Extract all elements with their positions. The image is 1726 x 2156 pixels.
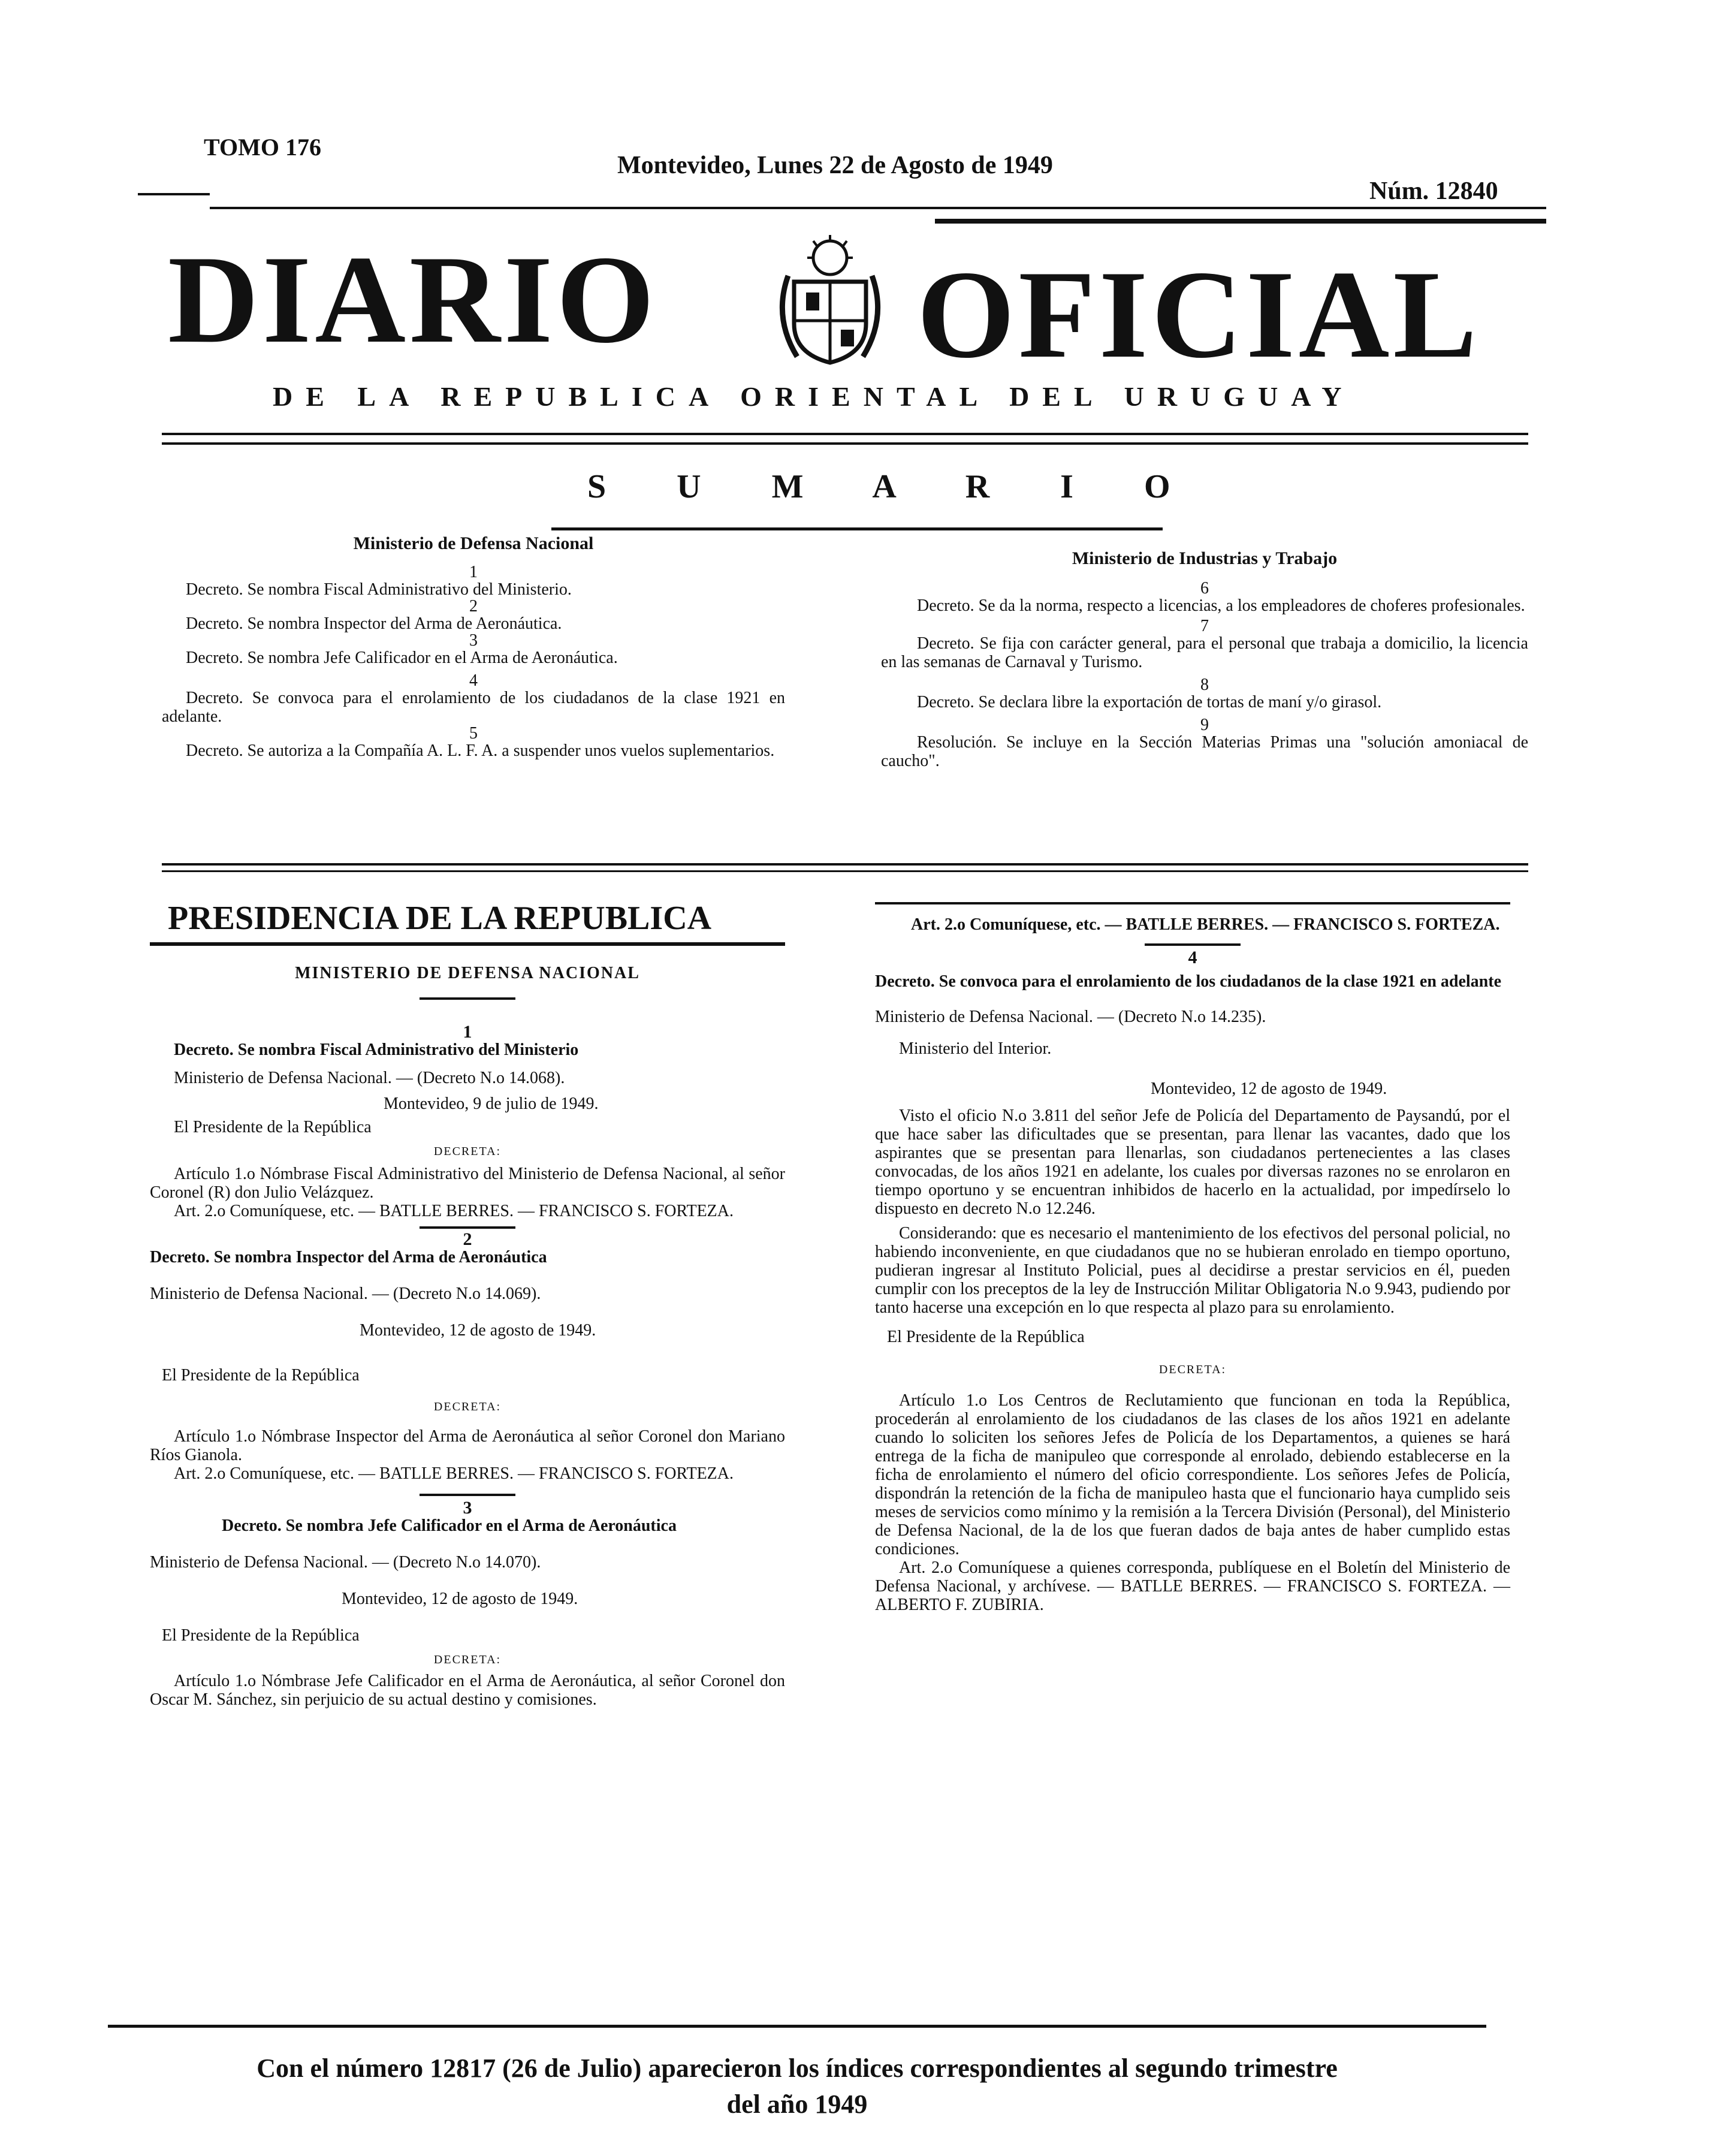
decree-presidente: El Presidente de la República [887, 1328, 1085, 1346]
sumario-item-number: 3 [469, 631, 478, 650]
masthead-diario: DIARIO [168, 230, 658, 369]
decree-article: Artículo 1.o Nómbrase Jefe Calificador en el Arma de Aeronáutica, al señor Coronel don Oscar M. Sánchez, sin perjuicio de su actual destino y comisiones. [150, 1672, 785, 1709]
sumario-bottom-rule-1 [162, 863, 1528, 866]
issue-date: Montevideo, Lunes 22 de Agosto de 1949 [617, 152, 1053, 179]
sumario-bottom-rule-2 [162, 870, 1528, 872]
header-rule-left [138, 193, 210, 195]
sumario-item-number: 4 [469, 671, 478, 690]
decree-divider [420, 1494, 515, 1496]
header-rule-top [210, 207, 1546, 209]
decree-number: 2 [463, 1229, 472, 1249]
sumario-item-text: Decreto. Se da la norma, respecto a licencias, a los empleadores de choferes profesionales. [917, 596, 1525, 615]
sumario-item-text: Decreto. Se declara libre la exportación de tortas de maní y/o girasol. [917, 693, 1382, 711]
footer-notice-line1: Con el número 12817 (26 de Julio) aparecieron los índices correspondientes al segundo trimestre [257, 2054, 1338, 2083]
sumario-item-number: 5 [469, 724, 478, 743]
left-column [150, 899, 785, 1709]
coat-of-arms-emblem [770, 234, 890, 372]
sumario-item-text: Decreto. Se fija con carácter general, para el personal que trabaja a domicilio, la licencia en las semanas de Carnaval y Turismo. [881, 634, 1528, 671]
column-top-rule [875, 902, 1510, 904]
issue-number: Núm. 12840 [1369, 177, 1498, 205]
decree-decreta: DECRETA: [433, 1400, 502, 1413]
sumario-right [881, 548, 1528, 770]
decree-date: Montevideo, 9 de julio de 1949. [384, 1094, 599, 1113]
decree-date: Montevideo, 12 de agosto de 1949. [1151, 1079, 1387, 1098]
sumario-item-text: Decreto. Se nombra Inspector del Arma de Aeronáutica. [186, 614, 562, 633]
sumario-item-number: 9 [1200, 716, 1209, 734]
sumario-item-number: 8 [1200, 676, 1209, 694]
sumario-item-text: Decreto. Se convoca para el enrolamiento de los ciudadanos de la clase 1921 en adelante. [162, 689, 785, 726]
decree-reference: Ministerio de Defensa Nacional. — (Decreto N.o 14.070). [150, 1553, 541, 1572]
decree-divider [1145, 943, 1241, 946]
decree-title: Decreto. Se nombra Fiscal Administrativo del Ministerio [174, 1041, 579, 1059]
header-rule-top-2 [935, 219, 1546, 224]
decree-article: Art. 2.o Comuníquese, etc. — BATLLE BERRES. — FRANCISCO S. FORTEZA. [174, 1464, 734, 1483]
sumario-item-text: Decreto. Se autoriza a la Compañía A. L. F. A. a suspender unos vuelos suplementarios. [186, 741, 775, 760]
section-heading: PRESIDENCIA DE LA REPUBLICA [150, 899, 785, 946]
masthead-subtitle: DE LA REPUBLICA ORIENTAL DEL URUGUAY [273, 381, 1355, 412]
decree-article: Artículo 1.o Nómbrase Fiscal Administrativo del Ministerio de Defensa Nacional, al señor Coronel (R) don Julio Velázquez. [150, 1165, 785, 1202]
decree-title: Decreto. Se nombra Inspector del Arma de Aeronáutica [150, 1248, 547, 1267]
decree-article: Art. 2.o Comuníquese a quienes corresponda, publíquese en el Boletín del Ministerio de Defensa Nacional, y archívese. — BATLLE BERRES. — FRANCISCO S. FORTEZA. — ALBERTO F. ZUBIRIA. [875, 1558, 1510, 1614]
sumario-rule [551, 527, 1163, 530]
decree-reference: Ministerio de Defensa Nacional. — (Decreto N.o 14.068). [174, 1069, 565, 1087]
subtitle-rule-1 [162, 433, 1528, 435]
decree-date: Montevideo, 12 de agosto de 1949. [360, 1321, 596, 1340]
footer-notice-line2: del año 1949 [726, 2089, 868, 2119]
sumario-item-number: 7 [1200, 617, 1209, 635]
decree-title: Decreto. Se nombra Jefe Calificador en el Arma de Aeronáutica [222, 1516, 677, 1535]
decree-number: 3 [463, 1498, 472, 1518]
decree-decreta: DECRETA: [1158, 1363, 1227, 1376]
subtitle-rule-2 [162, 442, 1528, 445]
decree-presidente: El Presidente de la República [162, 1366, 360, 1385]
sumario-item-number: 2 [469, 597, 478, 616]
decree-decreta: DECRETA: [433, 1653, 502, 1666]
ministry-underline [420, 997, 515, 1000]
sumario-item-text: Resolución. Se incluye en la Sección Materias Primas una "solución amoniacal de caucho". [881, 733, 1528, 770]
sumario-item-text: Decreto. Se nombra Jefe Calificador en el Arma de Aeronáutica. [186, 649, 618, 667]
sumario-item-number: 1 [469, 563, 478, 581]
sumario-item-number: 6 [1200, 579, 1209, 598]
right-column [875, 902, 1510, 1614]
sumario-item-text: Decreto. Se nombra Fiscal Administrativo del Ministerio. [186, 580, 572, 599]
sumario-left [162, 533, 785, 760]
ministry-heading: MINISTERIO DE DEFENSA NACIONAL [295, 964, 640, 982]
decree-title: Decreto. Se convoca para el enrolamiento de los ciudadanos de la clase 1921 en adelante [875, 972, 1501, 991]
sumario-title: S U M A R I O [587, 468, 1202, 505]
decree-decreta: DECRETA: [433, 1145, 502, 1158]
decree-article: Art. 2.o Comuníquese, etc. — BATLLE BERRES. — FRANCISCO S. FORTEZA. [174, 1202, 734, 1220]
decree-reference: Ministerio de Defensa Nacional. — (Decreto N.o 14.069). [150, 1284, 541, 1303]
masthead-oficial: OFICIAL [917, 245, 1481, 384]
decree-number: 1 [463, 1022, 472, 1042]
decree-considerando: Considerando: que es necesario el mantenimiento de los efectivos del personal policial, no habiendo inconveniente, en que ciudadanos que no se hubieran enrolado en tiempo oportuno, pudieran ingresar al Instituto Policial, pues al decidirse a prestar servicios en él, pueden cumplir con los preceptos de la ley de Instrucción Militar Obligatoria N.o 9.943, pudiendo por tanto hacerse una excepción en lo que respecta al plazo para su enrolamiento. [875, 1224, 1510, 1317]
decree-date: Montevideo, 12 de agosto de 1949. [342, 1590, 578, 1608]
decree-article: Artículo 1.o Los Centros de Reclutamiento que funcionan en toda la República, procederán al enrolamiento de los ciudadanos de las clases de los años 1921 en adelante cuando lo soliciten los señores Jefes de Policía de los Departamentos, a quienes se hará entrega de la ficha de manipuleo que corresponde al enrolado, debiendo establecerse en la ficha de enrolamiento el número del oficio correspondiente. Los señores Jefes de Policía, dispondrán la retención de la ficha de manipuleo hasta que el funcionario haya cumplido seis meses de servicios como mínimo y la remisión a la Tercera División (Personal), del Ministerio de Defensa Nacional, de la de los que fueran dados de baja antes de haber cumplido estas condiciones. [875, 1391, 1510, 1558]
footer-rule [108, 2025, 1486, 2028]
decree-presidente: El Presidente de la República [174, 1118, 372, 1136]
tomo-label: TOMO 176 [204, 134, 321, 161]
decree-number: 4 [1188, 948, 1197, 967]
sumario-right-ministry: Ministerio de Industrias y Trabajo [1072, 548, 1338, 568]
decree-article: Artículo 1.o Nómbrase Inspector del Arma de Aeronáutica al señor Coronel don Mariano Ríos Gianola. [150, 1427, 785, 1464]
decree-article: Art. 2.o Comuníquese, etc. — BATLLE BERRES. — FRANCISCO S. FORTEZA. [911, 915, 1500, 934]
sumario-left-ministry: Ministerio de Defensa Nacional [353, 533, 594, 553]
decree-divider [420, 1226, 515, 1229]
decree-visto: Visto el oficio N.o 3.811 del señor Jefe de Policía del Departamento de Paysandú, por el que hace saber las dificultades que se presentan, para llenar las vacantes, dado que los aspirantes que se presentan para llenarlas, son ciudadanos pertenecientes a las clases convocadas, de los años 1921 en adelante, los cuales por diversas razones no se enrolaron en tiempo oportuno y se encuentran inhibidos de hacerlo en la actualidad, por impedírselo lo dispuesto en decreto N.o 12.246. [875, 1106, 1510, 1218]
decree-presidente: El Presidente de la República [162, 1626, 360, 1645]
decree-reference-interior: Ministerio del Interior. [899, 1039, 1052, 1058]
decree-reference: Ministerio de Defensa Nacional. — (Decreto N.o 14.235). [875, 1008, 1266, 1026]
